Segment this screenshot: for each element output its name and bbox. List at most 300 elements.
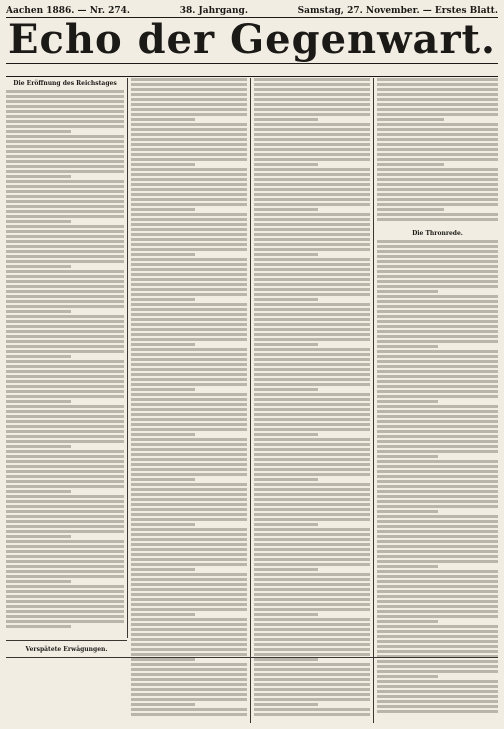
body-text-block [254,78,370,718]
text-line [377,570,498,573]
text-line [6,510,124,513]
text-line [377,305,498,308]
text-line [254,168,370,171]
text-line [254,158,370,161]
text-line [254,573,370,576]
text-line [6,380,124,383]
text-line [254,313,370,316]
text-line [6,370,124,373]
text-line [131,243,247,246]
text-line [131,533,247,536]
text-line [377,218,498,221]
text-line [6,540,124,543]
text-line [377,630,498,633]
text-line [254,608,370,611]
text-line [6,465,124,468]
text-line [254,343,318,346]
text-line [254,138,370,141]
text-line [131,438,247,441]
text-line [254,153,370,156]
text-line [6,175,71,178]
text-line [377,555,498,558]
text-line [377,420,498,423]
text-line [254,113,370,116]
text-line [377,705,498,708]
text-line [131,703,195,706]
text-line [131,593,247,596]
masthead-title: Echo der Gegenwart. [8,16,496,63]
text-line [254,673,370,676]
text-line [6,195,124,198]
text-line [131,388,195,391]
text-line [377,128,498,131]
text-line [131,713,247,716]
text-line [131,173,247,176]
text-line [377,480,498,483]
text-line [254,553,370,556]
text-line [377,510,438,513]
text-line [6,500,124,503]
text-line [131,628,247,631]
text-line [131,618,247,621]
text-line [131,458,247,461]
text-line [6,425,124,428]
text-line [131,668,247,671]
text-line [254,698,370,701]
text-line [377,193,498,196]
text-line [131,98,247,101]
text-line [131,133,247,136]
text-line [6,120,124,123]
text-line [254,598,370,601]
text-line [254,83,370,86]
text-line [6,515,124,518]
text-line [131,613,195,616]
text-line [131,183,247,186]
text-line [254,433,318,436]
text-line [254,648,370,651]
text-line [377,425,498,428]
text-line [254,363,370,366]
text-line [6,295,124,298]
text-line [254,128,370,131]
text-line [131,638,247,641]
text-line [131,553,247,556]
text-line [254,393,370,396]
text-line [6,455,124,458]
text-line [6,255,124,258]
text-line [377,505,498,508]
text-line [254,348,370,351]
text-line [131,88,247,91]
text-line [254,253,318,256]
text-line [6,225,124,228]
text-line [377,575,498,578]
text-line [377,138,498,141]
text-line [131,433,195,436]
text-line [131,103,247,106]
text-line [6,215,124,218]
text-line [254,623,370,626]
text-line [377,163,444,166]
text-line [254,563,370,566]
text-line [254,123,370,126]
text-line [131,228,247,231]
text-line [6,355,71,358]
text-line [377,580,498,583]
text-line [131,558,247,561]
text-line [131,268,247,271]
text-line [377,615,498,618]
text-line [254,103,370,106]
text-line [377,625,498,628]
text-line [377,535,498,538]
text-line [6,310,71,313]
text-line [254,273,370,276]
text-line [131,343,195,346]
section-heading: Die Eröffnung des Reichstages [13,80,117,87]
text-line [131,348,247,351]
text-line [254,633,370,636]
text-line [254,323,370,326]
text-line [377,635,498,638]
text-line [131,248,247,251]
text-line [131,653,247,656]
text-line [254,713,370,716]
text-line [254,88,370,91]
text-line [377,330,498,333]
text-line [6,445,71,448]
text-line [254,108,370,111]
text-line [131,693,247,696]
text-line [377,680,498,683]
text-line [377,355,498,358]
section-heading: Die Thronrede. [412,230,463,237]
feuilleton-heading: Verspätete Erwägungen. [25,646,108,653]
text-line [254,413,370,416]
text-line [377,188,498,191]
text-line [254,258,370,261]
text-line [6,245,124,248]
text-line [377,460,498,463]
text-line [6,520,124,523]
body-text-block [131,78,247,718]
text-line [131,108,247,111]
text-line [131,163,195,166]
text-line [254,403,370,406]
text-line [131,258,247,261]
text-line [131,203,247,206]
text-line [6,265,71,268]
text-line [254,468,370,471]
text-line [254,163,318,166]
text-line [6,585,124,588]
text-line [131,408,247,411]
text-line [6,230,124,233]
text-line [254,578,370,581]
text-line [377,168,498,171]
text-line [6,180,124,183]
text-line [254,493,370,496]
text-line [6,285,124,288]
text-line [131,573,247,576]
text-line [377,133,498,136]
text-line [254,328,370,331]
text-line [6,250,124,253]
text-line [131,633,247,636]
text-line [377,113,498,116]
text-line [131,358,247,361]
text-line [131,473,247,476]
text-line [131,283,247,286]
text-line [131,493,247,496]
text-line [131,603,247,606]
text-line [6,530,124,533]
text-line [6,115,124,118]
text-line [254,148,370,151]
text-line [131,368,247,371]
text-line [6,340,124,343]
text-line [254,523,318,526]
text-line [6,110,124,113]
text-line [131,278,247,281]
text-line [377,400,438,403]
text-line [254,293,370,296]
text-line [377,550,498,553]
text-line [6,160,124,163]
text-line [377,520,498,523]
text-line [254,353,370,356]
text-line [254,668,370,671]
text-line [131,708,247,711]
text-line [254,133,370,136]
text-line [131,548,247,551]
text-line [6,290,124,293]
text-line [6,275,124,278]
text-line [254,593,370,596]
subline [6,63,498,77]
text-line [254,518,370,521]
text-line [131,378,247,381]
text-line [377,108,498,111]
text-line [131,688,247,691]
text-line [6,575,124,578]
text-line [254,298,318,301]
text-line [254,143,370,146]
text-line [254,658,318,661]
text-line [131,263,247,266]
text-line [6,90,124,93]
text-line [377,590,498,593]
text-line [131,213,247,216]
text-line [131,138,247,141]
text-line [131,178,247,181]
text-line [254,428,370,431]
text-line [6,125,124,128]
text-line [6,330,124,333]
text-line [254,503,370,506]
text-line [6,495,124,498]
text-line [6,410,124,413]
text-line [377,203,498,206]
text-line [254,583,370,586]
text-line [6,485,124,488]
text-line [377,310,498,313]
text-line [377,290,438,293]
text-line [377,525,498,528]
text-line [377,440,498,443]
text-line [377,430,498,433]
text-line [6,595,124,598]
text-line [254,318,370,321]
text-line [254,233,370,236]
text-line [254,208,318,211]
text-line [131,383,247,386]
text-line [6,360,124,363]
text-line [254,333,370,336]
text-line [6,535,71,538]
text-line [377,183,498,186]
text-line [254,628,370,631]
text-line [131,468,247,471]
text-line [6,525,124,528]
text-line [131,513,247,516]
text-line [131,683,247,686]
text-line [6,435,124,438]
column-2 [131,78,247,723]
text-line [377,345,438,348]
text-line [6,170,124,173]
text-line [377,660,498,663]
text-line [6,165,124,168]
text-line [377,475,498,478]
text-line [377,605,498,608]
column-rule [250,78,251,723]
text-line [254,618,370,621]
text-line [131,238,247,241]
text-line [6,415,124,418]
text-line [6,440,124,443]
text-line [131,673,247,676]
text-line [254,178,370,181]
text-line [6,335,124,338]
text-line [6,130,71,133]
text-line [131,253,195,256]
text-line [377,595,498,598]
text-line [131,453,247,456]
text-line [377,695,498,698]
text-line [377,515,498,518]
text-line [254,183,370,186]
text-line [377,360,498,363]
text-line [377,198,498,201]
text-line [131,218,247,221]
text-line [377,265,498,268]
text-line [377,645,498,648]
text-line [131,153,247,156]
text-line [131,403,247,406]
text-line [254,458,370,461]
text-line [254,603,370,606]
text-line [6,615,124,618]
column-3 [254,78,370,723]
text-line [254,448,370,451]
text-line [377,540,498,543]
text-line [377,620,438,623]
text-line [131,518,247,521]
text-line [377,415,498,418]
text-line [254,358,370,361]
text-line [131,623,247,626]
text-line [6,280,124,283]
text-line [254,383,370,386]
text-line [131,418,247,421]
text-line [377,490,498,493]
text-line [131,568,195,571]
text-line [6,555,124,558]
text-line [377,270,498,273]
text-line [131,83,247,86]
text-line [377,325,498,328]
text-line [6,235,124,238]
text-line [254,418,370,421]
text-line [6,605,124,608]
text-line [131,563,247,566]
text-line [131,323,247,326]
text-line [6,385,124,388]
text-line [131,78,247,81]
text-line [377,178,498,181]
text-line [131,288,247,291]
text-line [377,103,498,106]
text-line [254,483,370,486]
text-line [377,710,498,713]
dateline-date-edition: Samstag, 27. November. — Erstes Blatt. [297,5,498,16]
text-line [6,405,124,408]
text-line [131,338,247,341]
text-line [377,148,498,151]
text-line [131,498,247,501]
text-line [254,653,370,656]
text-line [6,470,124,473]
text-line [131,333,247,336]
text-line [254,218,370,221]
text-line [6,145,124,148]
text-line [254,268,370,271]
body-text-block [377,240,498,715]
text-line [377,380,498,383]
text-line [6,420,124,423]
text-line [254,373,370,376]
text-line [377,255,498,258]
text-line [254,283,370,286]
text-line [6,220,71,223]
text-line [131,428,247,431]
text-line [131,233,247,236]
body-text-block [377,78,498,223]
text-line [377,665,498,668]
text-line [131,448,247,451]
text-line [254,638,370,641]
text-line [254,543,370,546]
text-line [6,105,124,108]
text-line [131,223,247,226]
text-line [6,600,124,603]
text-line [6,590,124,593]
text-line [131,293,247,296]
text-line [6,490,71,493]
text-line [6,450,124,453]
